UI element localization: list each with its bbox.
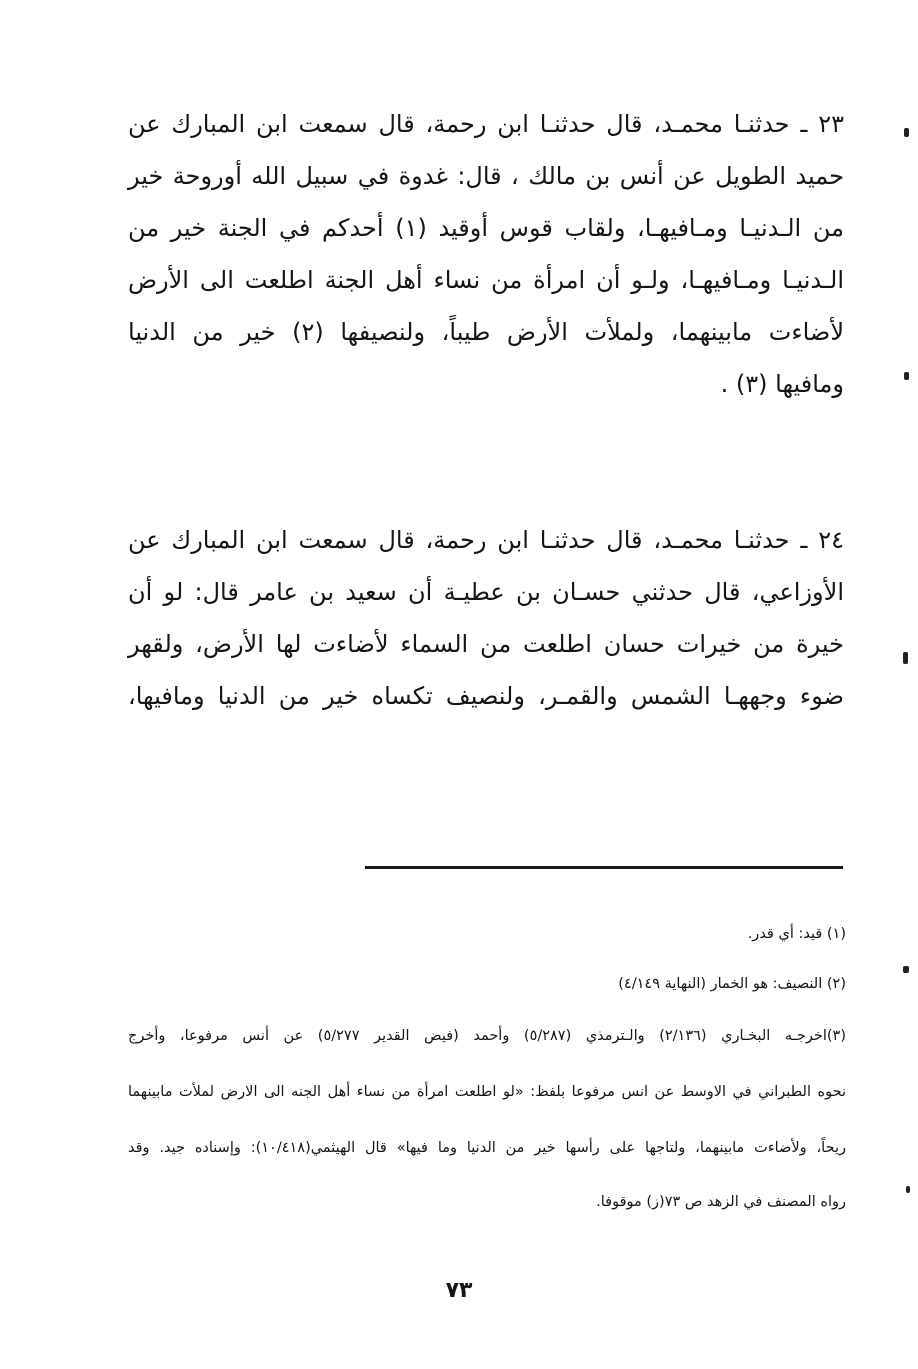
- hadith-24-line-2: الأوزاعي، قال حدثني حسـان بن عطيـة أن سعيد بن عامر قال: لو أن: [128, 578, 844, 606]
- hadith-23-line-3: من الـدنيـا ومـافيهـا، ولقاب قوس أوقيد (١) أحدكم في الجنة خير من: [128, 214, 844, 242]
- scan-mark-3: [903, 652, 908, 664]
- hadith-23-line-6: ومافيها (٣) .: [720, 370, 844, 398]
- hadith-24-line-1: ٢٤ ـ حدثنـا محمـد، قال حدثنـا ابن رحمة، قال سمعت ابن المبارك عن: [128, 526, 844, 554]
- footnote-2: (٢) النصيف: هو الخمار (النهاية ٤/١٤٩): [618, 976, 846, 992]
- hadith-24-line-4: ضوء وجههـا الشمس والقمـر، ولنصيف تكساه خير من الدنيا ومافيها،: [128, 682, 844, 710]
- page-number: ٧٣: [445, 1278, 473, 1303]
- footnote-3-line-1: (٣)اخرجـه البخـاري (٢/١٣٦) والـترمذي (٥/٢٨٧) وأحمد (فيض القدير ٥/٢٧٧) عن أنس مرفوعا، وأخرج: [128, 1028, 846, 1044]
- footnote-1: (١) قيد: أي قدر.: [747, 926, 846, 942]
- hadith-23-line-5: لأضاءت مابينهما، ولملأت الأرض طيباً، ولنصيفها (٢) خير من الدنيا: [128, 318, 844, 346]
- hadith-24-paragraph: [128, 514, 844, 722]
- scan-mark-1: [904, 128, 909, 137]
- hadith-23-line-1: ٢٣ ـ حدثنـا محمـد، قال حدثنـا ابن رحمة، قال سمعت ابن المبارك عن: [128, 110, 844, 138]
- footnote-3-line-3: ريحاً، ولأضاءت مابينهما، ولتاجها على رأسها خير من الدنيا وما فيها» قال الهيثمي(١٠/٤١٨): وإسناده جيد. وقد: [128, 1140, 846, 1156]
- footnote-3-line-4: رواه المصنف في الزهد ص ٧٣(ز) موقوفا.: [596, 1194, 846, 1210]
- hadith-24-line-3: خيرة من خيرات حسان اطلعت من السماء لأضاءت لها الأرض، ولقهر: [128, 630, 844, 658]
- hadith-23-line-2: حميد الطويل عن أنس بن مالك ، قال: غدوة في سبيل الله أوروحة خير: [128, 162, 844, 190]
- scan-mark-5: [906, 1186, 910, 1193]
- scan-mark-2: [904, 372, 909, 380]
- hadith-23-line-4: الـدنيـا ومـافيهـا، ولـو أن امرأة من نساء أهل الجنة اطلعت الى الأرض: [128, 266, 844, 294]
- scan-mark-4: [903, 966, 909, 973]
- footnote-3-line-2: نحوه الطبراني في الاوسط عن انس مرفوعا بلفظ: «لو اطلعت امرأة من نساء أهل الجنه الى الارض لملأت مابينهما: [128, 1084, 846, 1100]
- footnote-divider: [365, 866, 843, 869]
- hadith-23-paragraph: [128, 98, 844, 410]
